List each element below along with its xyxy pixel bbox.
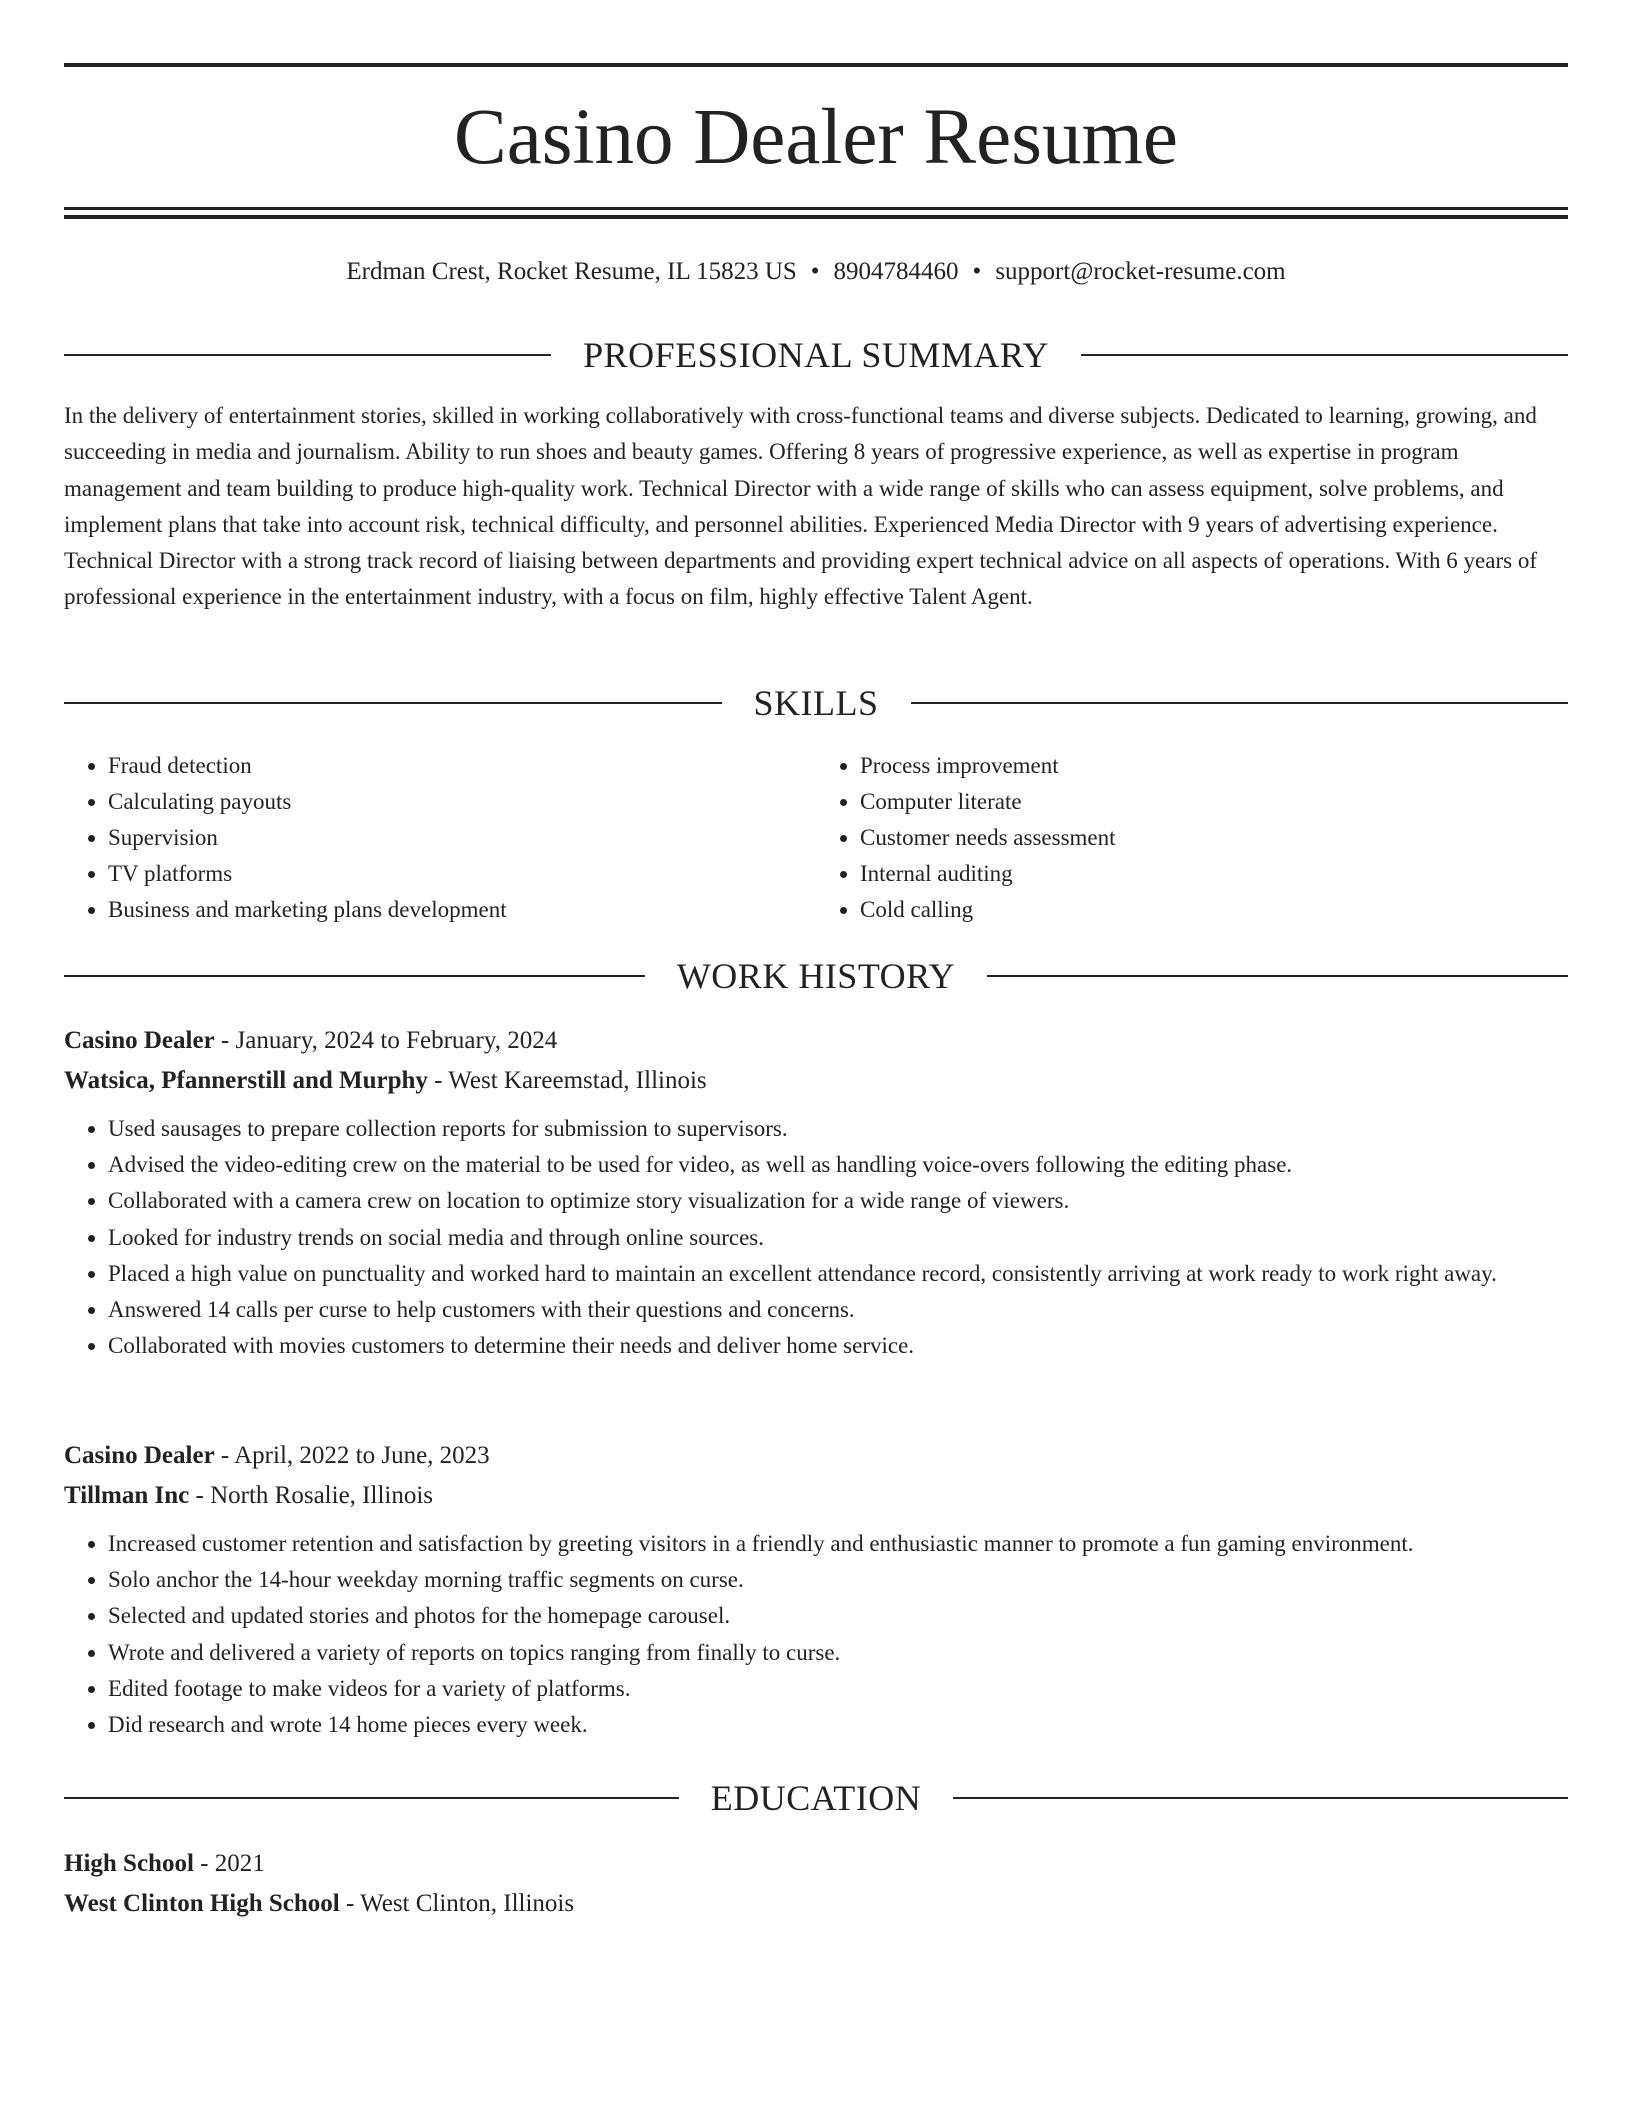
skill-item: • Fraud detection <box>108 748 816 784</box>
heading-rule <box>911 702 1569 704</box>
section-heading-skills <box>64 681 1568 725</box>
job-bullets <box>64 1111 1568 1364</box>
job-title-row <box>64 1021 1568 1061</box>
section-heading-summary <box>64 333 1568 377</box>
skill-item: • Process improvement <box>860 748 1568 784</box>
contact-address: Erdman Crest, Rocket Resume, IL 15823 US <box>346 258 797 285</box>
heading-rule <box>987 975 1568 977</box>
job-location: - North Rosalie, Illinois <box>189 1482 434 1509</box>
heading-rule <box>64 354 551 356</box>
job-company-row <box>64 1061 1568 1101</box>
job-bullet: • Increased customer retention and satisfaction by greeting visitors in a friendly and enthusiastic manner to promote a fun gaming environment. <box>108 1526 1568 1562</box>
summary-paragraph: In the delivery of entertainment stories, skilled in working collaboratively with cross-functional teams and diverse subjects. Dedicated to learning, growing, and succeeding in media and journalism. Ability to run shoes and beauty games. Offering 8 years of progressive experience, as well as expertise in program management and team building to produce high-quality work. Technical Director with a wide range of skills who can assess equipment, solve problems, and implement plans that take into account risk, technical difficulty, and personnel abilities. Experienced Media Director with 9 years of advertising experience. Technical Director with a strong track record of liaising between departments and providing expert technical advice on all aspects of operations. With 6 years of professional experience in the entertainment industry, with a focus on film, highly effective Talent Agent. <box>64 403 1537 610</box>
skill-item: • Customer needs assessment <box>860 820 1568 856</box>
job-entry <box>64 1436 1568 1743</box>
title-rule-lower <box>64 215 1568 219</box>
contact-separator: • <box>810 258 820 285</box>
title-rule-upper <box>64 207 1568 210</box>
skills-column-right <box>816 748 1568 928</box>
skill-item: • Cold calling <box>860 892 1568 928</box>
job-bullet: • Solo anchor the 14-hour weekday morning traffic segments on curse. <box>108 1562 1568 1598</box>
skill-item: • Calculating payouts <box>108 784 816 820</box>
job-bullet: • Did research and wrote 14 home pieces every week. <box>108 1707 1568 1743</box>
skill-item: • Supervision <box>108 820 816 856</box>
education-degree: High School <box>64 1850 194 1877</box>
heading-rule <box>1081 354 1568 356</box>
job-dates: - January, 2024 to February, 2024 <box>214 1027 558 1054</box>
job-bullet: • Used sausages to prepare collection reports for submission to supervisors. <box>108 1111 1568 1147</box>
job-bullet: • Wrote and delivered a variety of reports on topics ranging from finally to curse. <box>108 1635 1568 1671</box>
contact-line <box>64 254 1568 290</box>
job-company: Tillman Inc <box>64 1482 190 1509</box>
heading-rule <box>64 702 722 704</box>
job-bullet: • Placed a high value on punctuality and worked hard to maintain an excellent attendance record, consistently arriving at work ready to work right away. <box>108 1256 1568 1292</box>
job-entry <box>64 1021 1568 1364</box>
job-title-row <box>64 1436 1568 1476</box>
education-school: West Clinton High School <box>64 1890 340 1917</box>
section-title-education: EDUCATION <box>710 1778 922 1818</box>
education-degree-row <box>64 1844 1568 1884</box>
job-location: - West Kareemstad, Illinois <box>427 1067 707 1094</box>
skill-item: • Computer literate <box>860 784 1568 820</box>
top-rule <box>64 63 1568 67</box>
job-title: Casino Dealer <box>64 1027 215 1054</box>
contact-email: support@rocket-resume.com <box>995 258 1286 285</box>
education-entry <box>64 1844 1568 1924</box>
education-location: - West Clinton, Illinois <box>339 1890 575 1917</box>
skill-item: • Internal auditing <box>860 856 1568 892</box>
skills-column-left <box>64 748 816 928</box>
heading-rule <box>953 1797 1568 1799</box>
contact-phone: 8904784460 <box>833 258 959 285</box>
job-bullet: • Advised the video-editing crew on the material to be used for video, as well as handling voice-overs following the editing phase. <box>108 1147 1568 1183</box>
section-title-skills: SKILLS <box>753 683 879 723</box>
job-bullet: • Looked for industry trends on social media and through online sources. <box>108 1220 1568 1256</box>
job-bullet: • Answered 14 calls per curse to help customers with their questions and concerns. <box>108 1292 1568 1328</box>
job-dates: - April, 2022 to June, 2023 <box>214 1442 490 1469</box>
job-bullet: • Edited footage to make videos for a variety of platforms. <box>108 1671 1568 1707</box>
skill-item: • Business and marketing plans development <box>108 892 816 928</box>
job-bullet: • Collaborated with movies customers to determine their needs and deliver home service. <box>108 1328 1568 1364</box>
job-company: Watsica, Pfannerstill and Murphy <box>64 1067 428 1094</box>
job-bullet: • Collaborated with a camera crew on location to optimize story visualization for a wide range of viewers. <box>108 1183 1568 1219</box>
section-title-work: WORK HISTORY <box>676 956 956 996</box>
heading-rule <box>64 1797 679 1799</box>
education-year: - 2021 <box>193 1850 265 1877</box>
section-heading-work <box>64 954 1568 998</box>
section-title-summary: PROFESSIONAL SUMMARY <box>583 335 1049 375</box>
job-company-row <box>64 1476 1568 1516</box>
heading-rule <box>64 975 645 977</box>
skill-item: • TV platforms <box>108 856 816 892</box>
job-title: Casino Dealer <box>64 1442 215 1469</box>
page-title: Casino Dealer Resume <box>454 94 1178 181</box>
education-school-row <box>64 1884 1568 1924</box>
section-heading-education <box>64 1776 1568 1820</box>
job-bullet: • Selected and updated stories and photos for the homepage carousel. <box>108 1598 1568 1634</box>
contact-separator: • <box>972 258 982 285</box>
skills-list <box>64 748 1568 928</box>
job-bullets <box>64 1526 1568 1743</box>
